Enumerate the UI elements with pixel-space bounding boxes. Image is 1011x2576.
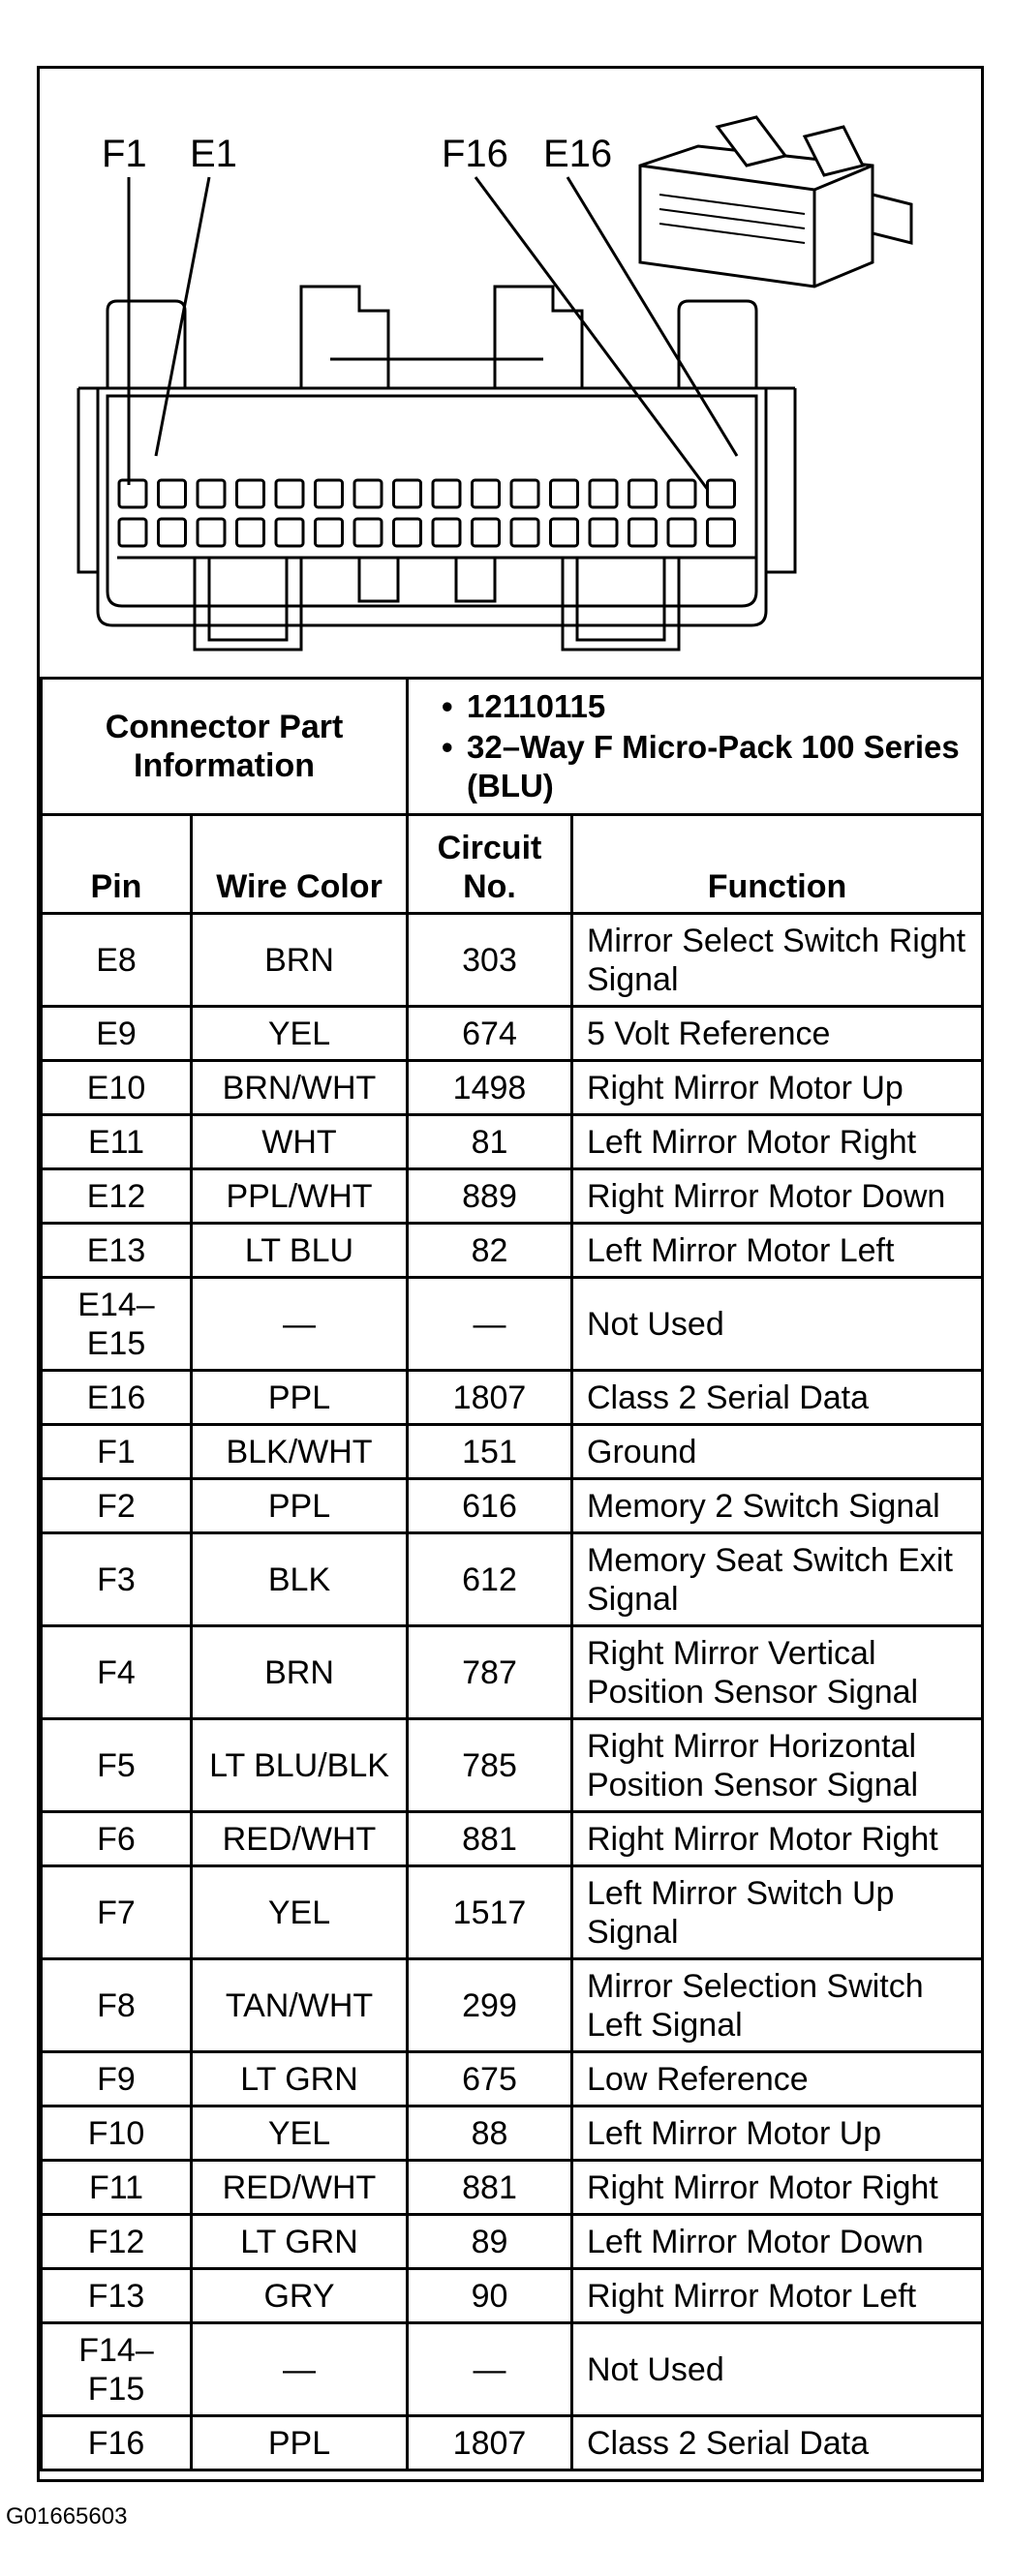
cell-pin: F5 [42, 1719, 192, 1812]
table-row [42, 1479, 983, 1533]
cell-circuit: 90 [408, 2269, 572, 2323]
cell-circuit: 303 [408, 914, 572, 1007]
cell-pin: E8 [42, 914, 192, 1007]
pin-cavity [590, 480, 617, 507]
cell-function: Right Mirror Motor Up [572, 1061, 983, 1115]
cell-circuit: — [408, 2323, 572, 2416]
cell-function: Memory 2 Switch Signal [572, 1479, 983, 1533]
table-row [42, 1866, 983, 1959]
table-row [42, 1007, 983, 1061]
cell-wire-color: PPL [192, 1479, 408, 1533]
table-row [42, 2269, 983, 2323]
cell-pin: F12 [42, 2215, 192, 2269]
pin-cavity [394, 519, 421, 546]
pin-cavity [511, 519, 538, 546]
label-e16: E16 [543, 133, 613, 175]
header-function: Function [572, 815, 983, 914]
cell-wire-color: TAN/WHT [192, 1959, 408, 2052]
cell-function: Left Mirror Motor Left [572, 1224, 983, 1278]
cell-wire-color: LT BLU/BLK [192, 1719, 408, 1812]
pin-cavity [551, 519, 578, 546]
cell-circuit: 616 [408, 1479, 572, 1533]
cell-pin: F3 [42, 1533, 192, 1626]
header-wire-color: Wire Color [192, 815, 408, 914]
pin-cavity [198, 519, 225, 546]
table-row [42, 2106, 983, 2161]
pin-cavity [433, 519, 460, 546]
table-row [42, 2052, 983, 2106]
header-circuit: Circuit No. [408, 815, 572, 914]
cell-circuit: — [408, 1278, 572, 1371]
cell-pin: E11 [42, 1115, 192, 1169]
cell-pin: F2 [42, 1479, 192, 1533]
connector-drawing [40, 69, 981, 677]
pin-cavity [119, 480, 146, 507]
cell-wire-color: — [192, 2323, 408, 2416]
cell-function: Not Used [572, 1278, 983, 1371]
cell-wire-color: GRY [192, 2269, 408, 2323]
cell-wire-color: BLK [192, 1533, 408, 1626]
table-row [42, 1719, 983, 1812]
table-row [42, 1278, 983, 1371]
pin-cavity [629, 480, 657, 507]
pin-cavity [159, 519, 186, 546]
cell-circuit: 675 [408, 2052, 572, 2106]
cell-wire-color: YEL [192, 1007, 408, 1061]
cell-pin: E16 [42, 1371, 192, 1425]
cell-pin: F4 [42, 1626, 192, 1719]
cell-circuit: 1807 [408, 1371, 572, 1425]
label-f16: F16 [442, 133, 508, 175]
cell-circuit: 1517 [408, 1866, 572, 1959]
pin-cavity [237, 480, 264, 507]
cell-function: Mirror Select Switch Right Signal [572, 914, 983, 1007]
cell-pin: F6 [42, 1812, 192, 1866]
cell-function: Right Mirror Motor Right [572, 2161, 983, 2215]
pin-cavity [276, 480, 303, 507]
table-row [42, 1425, 983, 1479]
pin-cavity [511, 480, 538, 507]
cell-function: Right Mirror Motor Down [572, 1169, 983, 1224]
cell-function: 5 Volt Reference [572, 1007, 983, 1061]
cell-circuit: 881 [408, 1812, 572, 1866]
cell-pin: F14–F15 [42, 2323, 192, 2416]
cell-wire-color: BRN [192, 914, 408, 1007]
cell-circuit: 88 [408, 2106, 572, 2161]
cell-function: Right Mirror Vertical Position Sensor Signal [572, 1626, 983, 1719]
cell-wire-color: BRN/WHT [192, 1061, 408, 1115]
cell-circuit: 612 [408, 1533, 572, 1626]
pin-cavity [629, 519, 657, 546]
pin-cavity [473, 480, 500, 507]
figure-id: G01665603 [6, 2503, 128, 2530]
label-f1: F1 [102, 133, 147, 175]
pin-cavity [668, 480, 695, 507]
pin-cavity [551, 480, 578, 507]
cell-function: Not Used [572, 2323, 983, 2416]
table-row [42, 2161, 983, 2215]
cell-wire-color: BRN [192, 1626, 408, 1719]
cell-wire-color: BLK/WHT [192, 1425, 408, 1479]
table-row [42, 1061, 983, 1115]
cell-function: Right Mirror Horizontal Position Sensor Signal [572, 1719, 983, 1812]
cell-function: Low Reference [572, 2052, 983, 2106]
cell-pin: F13 [42, 2269, 192, 2323]
cell-pin: E10 [42, 1061, 192, 1115]
cell-pin: F16 [42, 2416, 192, 2470]
cell-pin: F7 [42, 1866, 192, 1959]
cell-function: Left Mirror Motor Down [572, 2215, 983, 2269]
cell-wire-color: RED/WHT [192, 1812, 408, 1866]
cell-pin: F9 [42, 2052, 192, 2106]
connector-info-row [42, 679, 983, 815]
pin-cavity [119, 519, 146, 546]
cell-pin: E9 [42, 1007, 192, 1061]
cell-wire-color: — [192, 1278, 408, 1371]
cell-function: Mirror Selection Switch Left Signal [572, 1959, 983, 2052]
connector-info-item: • 32–Way F Micro-Pack 100 Series (BLU) [442, 729, 960, 803]
pin-cavity [198, 480, 225, 507]
table-row [42, 2416, 983, 2470]
cell-wire-color: PPL [192, 2416, 408, 2470]
cell-wire-color: YEL [192, 2106, 408, 2161]
cell-pin: F11 [42, 2161, 192, 2215]
cell-circuit: 299 [408, 1959, 572, 2052]
cell-circuit: 674 [408, 1007, 572, 1061]
cell-circuit: 1498 [408, 1061, 572, 1115]
pin-cavity [159, 480, 186, 507]
cell-wire-color: LT GRN [192, 2052, 408, 2106]
cell-circuit: 881 [408, 2161, 572, 2215]
cell-circuit: 787 [408, 1626, 572, 1719]
cell-wire-color: PPL/WHT [192, 1169, 408, 1224]
table-row [42, 1371, 983, 1425]
pin-cavity [276, 519, 303, 546]
table-row [42, 1626, 983, 1719]
cell-circuit: 889 [408, 1169, 572, 1224]
table-row [42, 1812, 983, 1866]
cell-wire-color: LT GRN [192, 2215, 408, 2269]
cell-function: Right Mirror Motor Right [572, 1812, 983, 1866]
cell-wire-color: PPL [192, 1371, 408, 1425]
cell-function: Class 2 Serial Data [572, 2416, 983, 2470]
connector-info-item: • 12110115 [442, 688, 606, 724]
table-row [42, 1169, 983, 1224]
header-row [42, 815, 983, 914]
pin-cavity [668, 519, 695, 546]
pin-cavity [354, 480, 382, 507]
label-e1: E1 [190, 133, 237, 175]
table-row [42, 1533, 983, 1626]
pinout-table [40, 677, 984, 2471]
pin-cavity [316, 480, 343, 507]
pin-cavity [316, 519, 343, 546]
table-row [42, 1224, 983, 1278]
cell-wire-color: LT BLU [192, 1224, 408, 1278]
table-row [42, 914, 983, 1007]
cell-wire-color: RED/WHT [192, 2161, 408, 2215]
cell-function: Left Mirror Motor Up [572, 2106, 983, 2161]
cell-function: Class 2 Serial Data [572, 1371, 983, 1425]
pin-cavity [433, 480, 460, 507]
cell-circuit: 785 [408, 1719, 572, 1812]
cell-pin: F8 [42, 1959, 192, 2052]
cell-pin: E14–E15 [42, 1278, 192, 1371]
header-pin: Pin [42, 815, 192, 914]
cell-circuit: 89 [408, 2215, 572, 2269]
pin-cavity [394, 480, 421, 507]
cell-pin: F1 [42, 1425, 192, 1479]
connector-diagram [40, 69, 981, 677]
cell-function: Right Mirror Motor Left [572, 2269, 983, 2323]
pin-cavity [708, 519, 735, 546]
cell-circuit: 151 [408, 1425, 572, 1479]
pin-cavity [473, 519, 500, 546]
table-row [42, 1115, 983, 1169]
cell-circuit: 1807 [408, 2416, 572, 2470]
cell-pin: E13 [42, 1224, 192, 1278]
cell-circuit: 82 [408, 1224, 572, 1278]
cell-pin: E12 [42, 1169, 192, 1224]
cell-function: Ground [572, 1425, 983, 1479]
pin-cavity [237, 519, 264, 546]
cell-circuit: 81 [408, 1115, 572, 1169]
connector-info-values [408, 679, 983, 815]
table-row [42, 2215, 983, 2269]
pin-cavity [708, 480, 735, 507]
cell-function: Left Mirror Switch Up Signal [572, 1866, 983, 1959]
connector-info-label: Connector Part Information [42, 679, 408, 815]
connector-frame [37, 66, 984, 2482]
cell-wire-color: WHT [192, 1115, 408, 1169]
pin-cavity [590, 519, 617, 546]
pin-cavity [354, 519, 382, 546]
table-row [42, 2323, 983, 2416]
cell-wire-color: YEL [192, 1866, 408, 1959]
cell-function: Memory Seat Switch Exit Signal [572, 1533, 983, 1626]
cell-pin: F10 [42, 2106, 192, 2161]
table-row [42, 1959, 983, 2052]
cell-function: Left Mirror Motor Right [572, 1115, 983, 1169]
